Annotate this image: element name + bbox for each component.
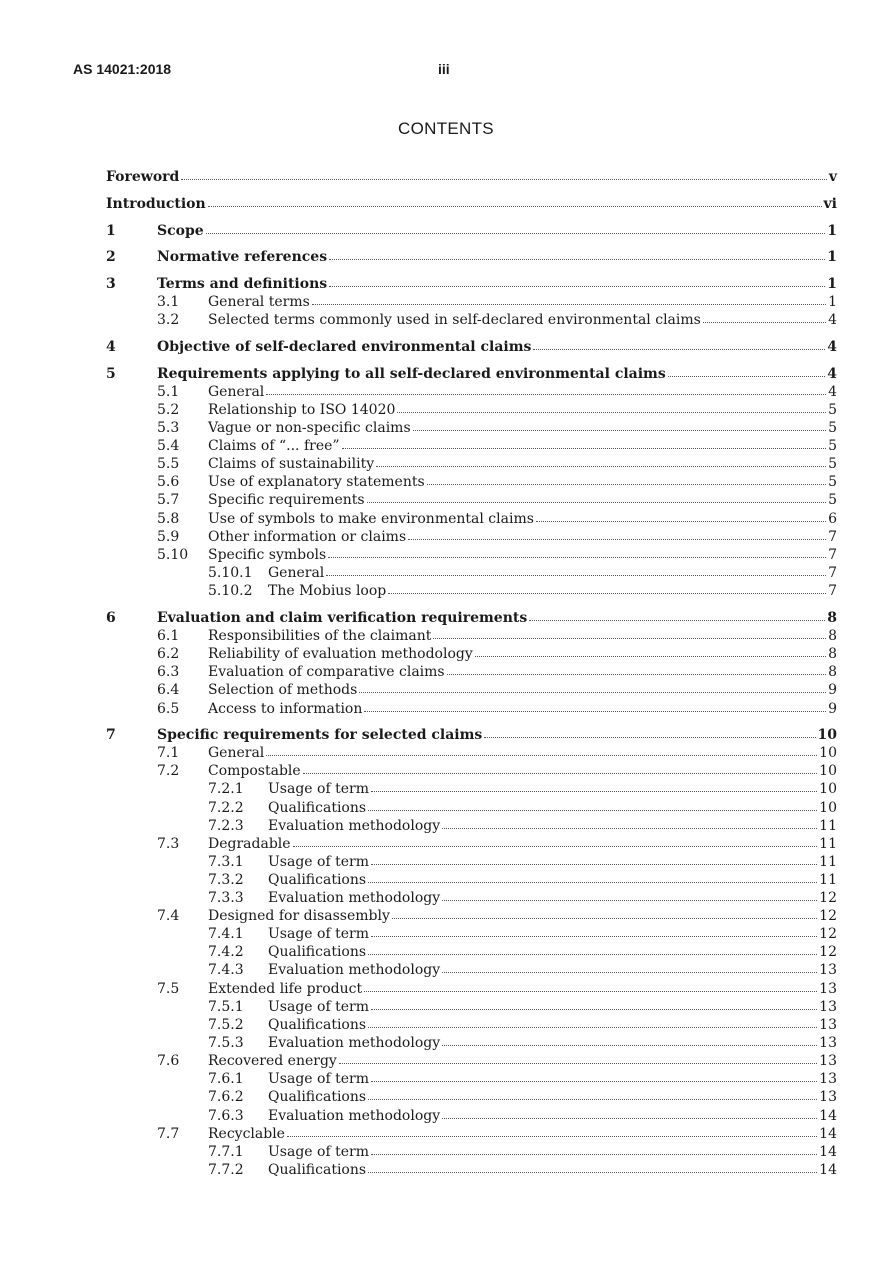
toc-entry-number: 7.5.3: [208, 1035, 244, 1051]
toc-leader-dots: [529, 609, 825, 621]
toc-entry[interactable]: [106, 365, 837, 383]
toc-entry[interactable]: [106, 1107, 837, 1125]
toc-entry-number: 7.6: [157, 1053, 180, 1069]
toc-leader-dots: [433, 627, 826, 639]
toc-entry-title: Usage of term: [268, 1071, 369, 1087]
toc-leader-dots: [328, 546, 826, 558]
toc-entry-page: 10: [817, 727, 837, 743]
toc-entry-title: Evaluation methodology: [268, 1035, 441, 1051]
toc-entry-title: Other information or claims: [208, 529, 407, 545]
toc-entry[interactable]: [106, 1161, 837, 1179]
toc-entry-page: 5: [828, 402, 837, 418]
toc-entry-title: Evaluation methodology: [268, 962, 441, 978]
toc-entry-number: 5.9: [157, 529, 180, 545]
toc-leader-dots: [388, 582, 826, 594]
toc-entry[interactable]: [106, 1125, 837, 1143]
toc-entry-page: 8: [828, 646, 837, 662]
toc-leader-dots: [368, 799, 817, 811]
toc-entry-number: 7.4.2: [208, 944, 244, 960]
toc-entry-title: Vague or non-specific claims: [208, 420, 411, 436]
toc-leader-dots: [312, 293, 826, 305]
toc-entry-number: 5.2: [157, 402, 180, 418]
toc-leader-dots: [359, 681, 826, 693]
toc-leader-dots: [368, 1088, 817, 1100]
toc-entry-number: 3.2: [157, 312, 180, 328]
toc-entry-page: 12: [819, 908, 837, 924]
toc-entry-title: Evaluation of comparative claims: [208, 664, 445, 680]
toc-entry-title: Normative references: [157, 249, 328, 265]
toc-entry-page: 7: [828, 565, 837, 581]
toc-entry-number: 7.6.1: [208, 1071, 244, 1087]
toc-entry-number: 7.3.3: [208, 890, 244, 906]
toc-entry-title: The Mobius loop: [268, 583, 387, 599]
toc-entry[interactable]: [106, 168, 837, 186]
toc-entry-number: 7.7: [157, 1126, 180, 1142]
toc-entry-number: 3: [106, 276, 116, 292]
toc-leader-dots: [371, 998, 817, 1010]
toc-entry-title: Claims of “... free”: [208, 438, 340, 454]
toc-leader-dots: [371, 1070, 817, 1082]
toc-entry-title: General: [208, 745, 265, 761]
toc-entry-page: 7: [828, 529, 837, 545]
toc-entry-title: Access to information: [208, 701, 363, 717]
toc-leader-dots: [371, 1143, 817, 1155]
toc-entry-number: 7.1: [157, 745, 180, 761]
toc-entry-title: Recovered energy: [208, 1053, 337, 1069]
toc-entry-page: 12: [819, 944, 837, 960]
toc-entry-title: Terms and definitions: [157, 276, 328, 292]
toc-entry[interactable]: [106, 907, 837, 925]
toc-entry-title: Designed for disassembly: [208, 908, 390, 924]
toc-entry-title: Specific symbols: [208, 547, 327, 563]
toc-entry[interactable]: [106, 943, 837, 961]
toc-entry[interactable]: [106, 663, 837, 681]
toc-entry-title: Qualifications: [268, 800, 367, 816]
toc-leader-dots: [442, 1034, 817, 1046]
toc-entry-page: 13: [819, 1035, 837, 1051]
toc-entry-page: 9: [828, 701, 837, 717]
toc-leader-dots: [364, 700, 826, 712]
toc-entry-title: Usage of term: [268, 781, 369, 797]
toc-entry-page: 7: [828, 583, 837, 599]
toc-leader-dots: [442, 961, 817, 973]
toc-entry[interactable]: [106, 338, 837, 356]
toc-leader-dots: [442, 817, 817, 829]
toc-leader-dots: [208, 195, 822, 207]
toc-entry-number: 7.3: [157, 836, 180, 852]
toc-entry-page: v: [828, 169, 837, 185]
toc-leader-dots: [536, 510, 826, 522]
toc-entry-title: Scope: [157, 223, 204, 239]
toc-entry-page: 11: [819, 854, 837, 870]
toc-leader-dots: [413, 419, 826, 431]
toc-entry[interactable]: [106, 1143, 837, 1161]
toc-entry-page: 13: [819, 999, 837, 1015]
toc-leader-dots: [533, 338, 825, 350]
toc-entry-page: 13: [819, 981, 837, 997]
toc-entry[interactable]: [106, 726, 837, 744]
toc-leader-dots: [668, 365, 826, 377]
toc-entry-page: 1: [828, 294, 837, 310]
toc-entry[interactable]: [106, 1034, 837, 1052]
toc-entry[interactable]: [106, 1088, 837, 1106]
toc-entry[interactable]: [106, 510, 837, 528]
toc-leader-dots: [484, 726, 815, 738]
toc-entry-title: Use of explanatory statements: [208, 474, 425, 490]
toc-entry[interactable]: [106, 1016, 837, 1034]
toc-entry-page: 1: [827, 276, 837, 292]
toc-entry[interactable]: [106, 564, 837, 582]
toc-entry-page: 14: [819, 1162, 837, 1178]
toc-entry-number: 7.5.1: [208, 999, 244, 1015]
toc-entry[interactable]: [106, 889, 837, 907]
toc-entry-title: Usage of term: [268, 1144, 369, 1160]
toc-entry-page: 11: [819, 872, 837, 888]
toc-entry-page: 5: [828, 474, 837, 490]
toc-entry[interactable]: [106, 401, 837, 419]
toc-entry-title: Evaluation methodology: [268, 818, 441, 834]
toc-entry-number: 7.6.2: [208, 1089, 244, 1105]
toc-entry[interactable]: [106, 275, 837, 293]
toc-entry-title: Reliability of evaluation methodology: [208, 646, 473, 662]
toc-entry-number: 7: [106, 727, 116, 743]
toc-entry-title: General: [268, 565, 325, 581]
toc-entry[interactable]: [106, 762, 837, 780]
toc-entry-title: Claims of sustainability: [208, 456, 375, 472]
toc-entry-page: 1: [827, 223, 837, 239]
toc-leader-dots: [376, 455, 826, 467]
toc-leader-dots: [339, 1052, 817, 1064]
toc-entry-page: 5: [828, 456, 837, 472]
toc-entry-number: 3.1: [157, 294, 180, 310]
toc-entry-number: 5.7: [157, 492, 180, 508]
toc-entry-page: 4: [827, 366, 837, 382]
toc-entry-page: 10: [819, 800, 837, 816]
toc-entry-number: 5.1: [157, 384, 180, 400]
toc-entry[interactable]: [106, 980, 837, 998]
toc-entry-title: General: [208, 384, 265, 400]
toc-entry-title: Degradable: [208, 836, 291, 852]
toc-leader-dots: [342, 437, 827, 449]
toc-entry-title: Introduction: [106, 196, 206, 212]
toc-leader-dots: [367, 491, 826, 503]
toc-entry-title: Use of symbols to make environmental claims: [208, 511, 534, 527]
toc-entry-number: 6.1: [157, 628, 180, 644]
toc-entry-page: 8: [828, 628, 837, 644]
toc-entry[interactable]: [106, 961, 837, 979]
toc-entry-number: 7.5: [157, 981, 180, 997]
toc-entry-number: 5.10.2: [208, 583, 253, 599]
toc-entry-page: 13: [819, 1089, 837, 1105]
toc-entry-number: 1: [106, 223, 116, 239]
toc-leader-dots: [364, 980, 817, 992]
toc-entry[interactable]: [106, 311, 837, 329]
toc-entry[interactable]: [106, 383, 837, 401]
toc-entry-page: 8: [827, 610, 837, 626]
toc-entry-number: 5.10.1: [208, 565, 253, 581]
toc-entry-page: 10: [819, 781, 837, 797]
toc-entry-title: Requirements applying to all self-declared environmental claims: [157, 366, 666, 382]
toc-entry-page: 14: [819, 1144, 837, 1160]
toc-entry-number: 7.2.1: [208, 781, 244, 797]
toc-entry-number: 7.6.3: [208, 1108, 244, 1124]
toc-entry-number: 7.4.3: [208, 962, 244, 978]
toc-leader-dots: [397, 401, 826, 413]
toc-entry[interactable]: [106, 528, 837, 546]
toc-entry-title: Selected terms commonly used in self-declared environmental claims: [208, 312, 701, 328]
toc-leader-dots: [303, 762, 817, 774]
toc-entry[interactable]: [106, 248, 837, 266]
toc-entry[interactable]: [106, 293, 837, 311]
toc-entry[interactable]: [106, 1070, 837, 1088]
toc-entry-title: Selection of methods: [208, 682, 358, 698]
toc-entry-title: General terms: [208, 294, 310, 310]
toc-leader-dots: [266, 383, 826, 395]
toc-entry[interactable]: [106, 491, 837, 509]
toc-leader-dots: [368, 943, 817, 955]
toc-leader-dots: [475, 645, 826, 657]
toc-entry-title: Responsibilities of the claimant: [208, 628, 432, 644]
toc-entry-page: 13: [819, 1017, 837, 1033]
toc-entry-number: 5.6: [157, 474, 180, 490]
toc-entry[interactable]: [106, 582, 837, 600]
toc-entry[interactable]: [106, 195, 837, 213]
toc-entry[interactable]: [106, 998, 837, 1016]
toc-entry[interactable]: [106, 700, 837, 718]
toc-entry-title: Extended life product: [208, 981, 363, 997]
toc-leader-dots: [442, 1107, 817, 1119]
toc-leader-dots: [368, 1016, 817, 1028]
toc-leader-dots: [703, 311, 826, 323]
page-number: iii: [438, 61, 450, 77]
toc-leader-dots: [392, 907, 817, 919]
toc-leader-dots: [293, 835, 818, 847]
toc-entry-page: 14: [819, 1126, 837, 1142]
toc-leader-dots: [427, 473, 826, 485]
toc-entry[interactable]: [106, 681, 837, 699]
toc-entry-number: 6.5: [157, 701, 180, 717]
toc-entry-number: 7.2.2: [208, 800, 244, 816]
toc-entry-page: 7: [828, 547, 837, 563]
toc-entry-page: 12: [819, 926, 837, 942]
toc-entry-number: 6: [106, 610, 116, 626]
toc-entry-page: 5: [828, 420, 837, 436]
toc-entry-number: 7.4.1: [208, 926, 244, 942]
toc-entry-page: 12: [819, 890, 837, 906]
toc-entry-title: Usage of term: [268, 854, 369, 870]
toc-entry[interactable]: [106, 609, 837, 627]
toc-entry-page: 6: [828, 511, 837, 527]
toc-entry[interactable]: [106, 645, 837, 663]
toc-entry-number: 7.7.2: [208, 1162, 244, 1178]
document-code: AS 14021:2018: [73, 61, 172, 77]
toc-entry-title: Evaluation and claim verification requirements: [157, 610, 528, 626]
toc-entry-number: 2: [106, 249, 116, 265]
toc-leader-dots: [206, 222, 826, 234]
toc-entry-page: 4: [828, 384, 837, 400]
toc-entry-title: Objective of self-declared environmental claims: [157, 339, 532, 355]
toc-entry-title: Recyclable: [208, 1126, 285, 1142]
toc-entry-number: 7.3.1: [208, 854, 244, 870]
toc-leader-dots: [371, 853, 817, 865]
toc-entry-number: 7.2.3: [208, 818, 244, 834]
toc-entry-title: Foreword: [106, 169, 180, 185]
toc-entry[interactable]: [106, 871, 837, 889]
toc-entry-title: Relationship to ISO 14020: [208, 402, 396, 418]
toc-entry-page: 8: [828, 664, 837, 680]
toc-entry[interactable]: [106, 473, 837, 491]
toc-entry-page: 4: [827, 339, 837, 355]
toc-entry-page: 13: [819, 962, 837, 978]
toc-leader-dots: [442, 889, 817, 901]
toc-entry-title: Qualifications: [268, 1089, 367, 1105]
toc-leader-dots: [181, 168, 827, 180]
toc-leader-dots: [371, 925, 817, 937]
toc-entry-number: 7.7.1: [208, 1144, 244, 1160]
toc-entry[interactable]: [106, 780, 837, 798]
toc-entry[interactable]: [106, 744, 837, 762]
toc-entry-title: Usage of term: [268, 999, 369, 1015]
toc-entry[interactable]: [106, 455, 837, 473]
toc-entry-number: 6.2: [157, 646, 180, 662]
toc-leader-dots: [371, 780, 817, 792]
toc-entry[interactable]: [106, 222, 837, 240]
toc-entry[interactable]: [106, 817, 837, 835]
toc-entry-page: 9: [828, 682, 837, 698]
toc-entry[interactable]: [106, 627, 837, 645]
toc-leader-dots: [287, 1125, 817, 1137]
toc-entry[interactable]: [106, 835, 837, 853]
toc-entry-number: 5.4: [157, 438, 180, 454]
toc-leader-dots: [266, 744, 817, 756]
toc-entry-number: 5.3: [157, 420, 180, 436]
toc-entry[interactable]: [106, 1052, 837, 1070]
toc-entry-title: Evaluation methodology: [268, 1108, 441, 1124]
toc-entry[interactable]: [106, 437, 837, 455]
toc-entry-page: 11: [819, 836, 837, 852]
toc-entry-title: Specific requirements: [208, 492, 365, 508]
toc-entry-page: 13: [819, 1053, 837, 1069]
toc-entry-number: 7.3.2: [208, 872, 244, 888]
toc-entry-page: 13: [819, 1071, 837, 1087]
toc-entry-number: 6.3: [157, 664, 180, 680]
toc-entry[interactable]: [106, 925, 837, 943]
toc-entry-number: 7.5.2: [208, 1017, 244, 1033]
toc-entry-title: Qualifications: [268, 872, 367, 888]
toc-leader-dots: [368, 871, 817, 883]
toc-leader-dots: [447, 663, 826, 675]
toc-entry-number: 7.4: [157, 908, 180, 924]
toc-leader-dots: [408, 528, 826, 540]
toc-entry-page: 4: [828, 312, 837, 328]
toc-entry-number: 5.5: [157, 456, 180, 472]
toc-entry[interactable]: [106, 419, 837, 437]
contents-title: CONTENTS: [398, 119, 494, 138]
toc-entry-page: 11: [819, 818, 837, 834]
toc-leader-dots: [368, 1161, 817, 1173]
toc-leader-dots: [329, 275, 825, 287]
toc-entry-page: 5: [828, 438, 837, 454]
toc-entry-number: 5.10: [157, 547, 189, 563]
toc-entry[interactable]: [106, 853, 837, 871]
toc-entry-number: 5.8: [157, 511, 180, 527]
toc-leader-dots: [329, 248, 825, 260]
toc-entry-number: 7.2: [157, 763, 180, 779]
toc-entry-page: 5: [828, 492, 837, 508]
toc-entry-number: 4: [106, 339, 116, 355]
toc-leader-dots: [326, 564, 826, 576]
toc-entry-title: Qualifications: [268, 1162, 367, 1178]
toc-entry-page: vi: [823, 196, 837, 212]
toc-entry-number: 6.4: [157, 682, 180, 698]
toc-entry-page: 14: [819, 1108, 837, 1124]
toc-entry-page: 10: [819, 745, 837, 761]
toc-entry[interactable]: [106, 799, 837, 817]
toc-entry-title: Qualifications: [268, 944, 367, 960]
toc-entry-title: Qualifications: [268, 1017, 367, 1033]
toc-entry-number: 5: [106, 366, 116, 382]
toc-entry[interactable]: [106, 546, 837, 564]
toc-entry-page: 1: [827, 249, 837, 265]
toc-entry-title: Usage of term: [268, 926, 369, 942]
toc-entry-title: Evaluation methodology: [268, 890, 441, 906]
toc-entry-title: Compostable: [208, 763, 301, 779]
toc-entry-title: Specific requirements for selected claims: [157, 727, 483, 743]
toc-entry-page: 10: [819, 763, 837, 779]
